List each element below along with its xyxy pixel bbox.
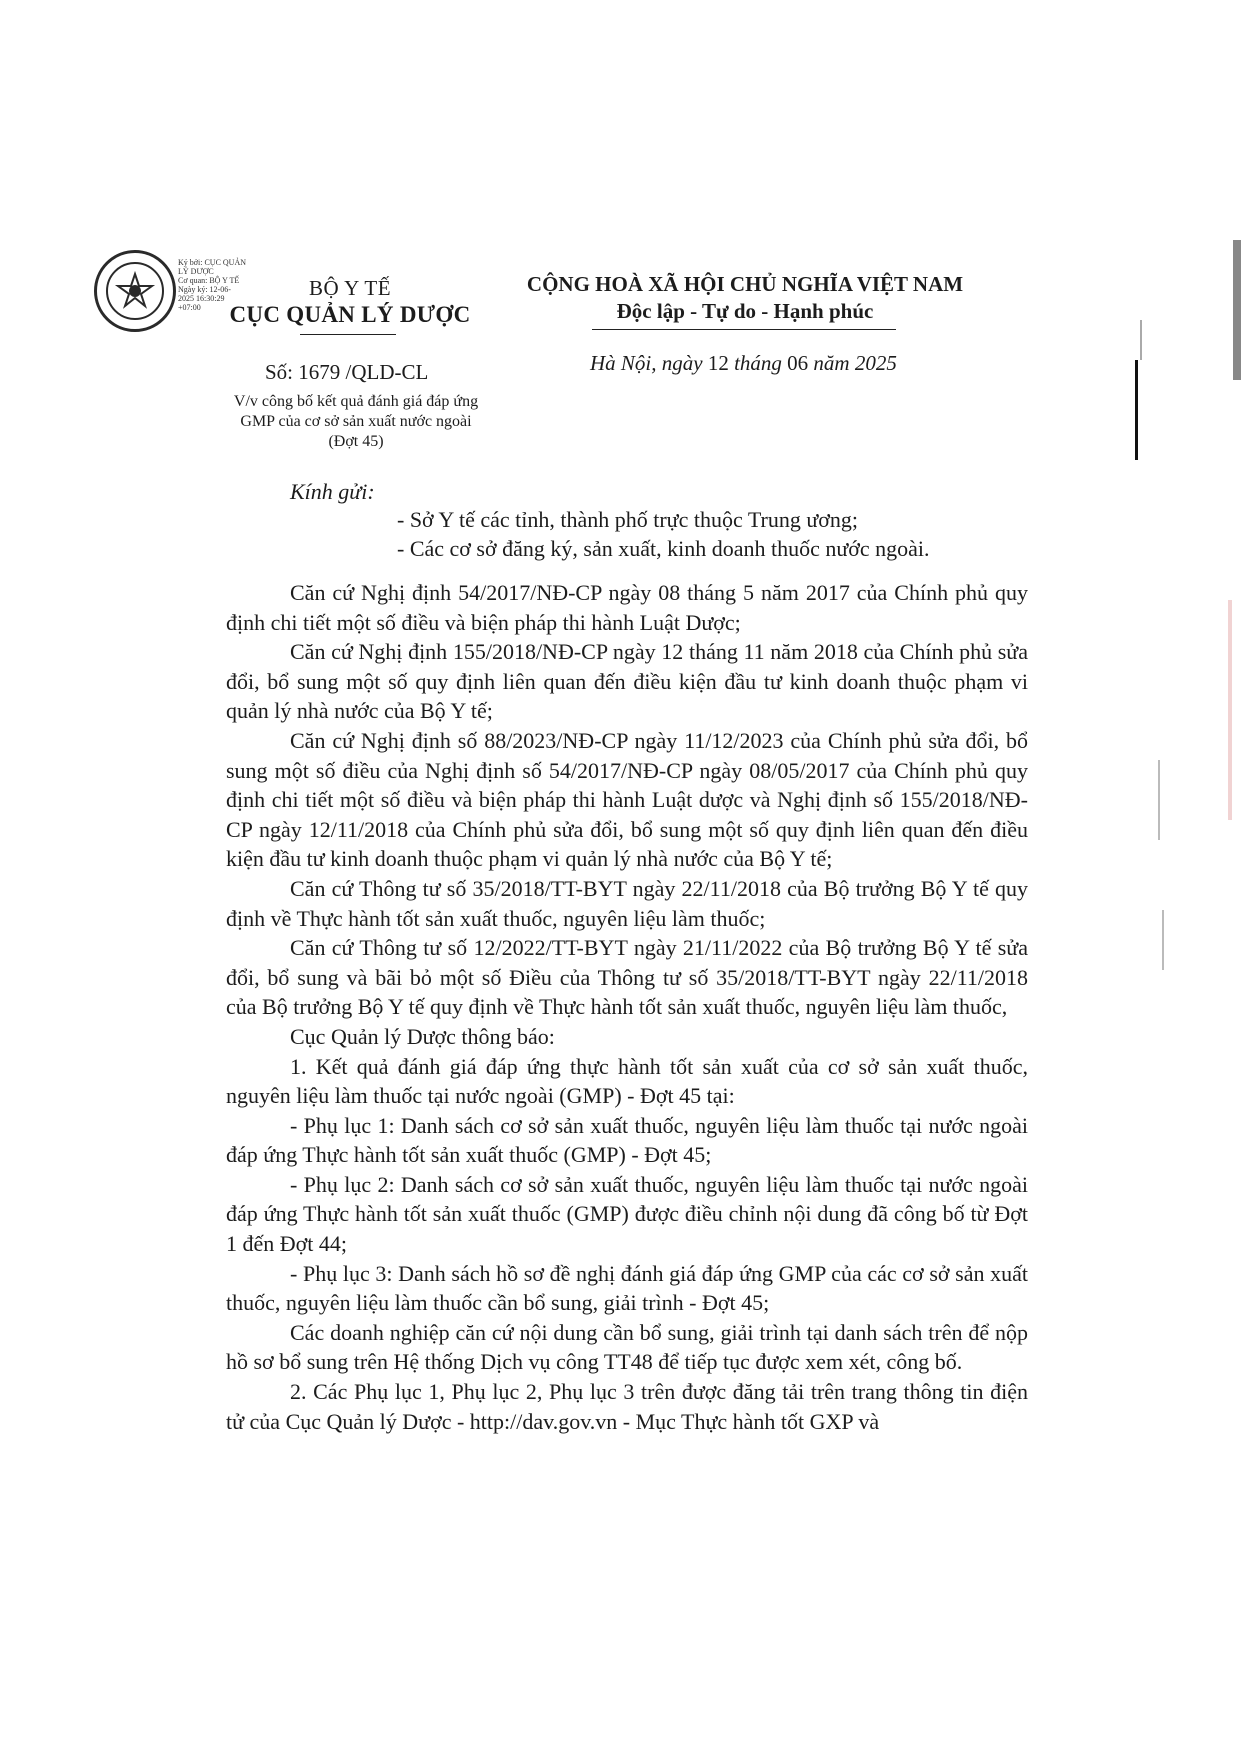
body-paragraph: Căn cứ Nghị định 54/2017/NĐ-CP ngày 08 tháng 5 năm 2017 của Chính phủ quy định chi tiết một số điều và biện pháp thi hành Luật Dược; xyxy=(226,580,1028,635)
ministry-name: BỘ Y TẾ xyxy=(308,276,392,300)
seal-inner-ring xyxy=(106,262,164,320)
body-paragraph: - Phụ lục 3: Danh sách hồ sơ đề nghị đánh giá đáp ứng GMP của các cơ sở sản xuất thuốc, nguyên liệu làm thuốc cần bổ sung, giải trình - Đợt 45; xyxy=(226,1260,1028,1316)
place-date: Hà Nội, ngày 12 tháng 06 năm 2025 xyxy=(590,351,897,375)
scan-artifact-dots xyxy=(1140,320,1142,360)
scan-artifact-dots xyxy=(1162,910,1164,970)
recipient-item: - Các cơ sở đăng ký, sản xuất, kinh doanh thuốc nước ngoài. xyxy=(397,536,930,561)
greeting: Kính gửi: xyxy=(290,479,375,504)
document-number: Số: 1679 /QLD-CL xyxy=(265,360,429,384)
document-body xyxy=(226,578,1028,1436)
agency-underline xyxy=(300,334,396,335)
body-paragraph: - Phụ lục 2: Danh sách cơ sở sản xuất thuốc, nguyên liệu làm thuốc tại nước ngoài đáp ứng Thực hành tốt sản xuất thuốc (GMP) được điều chỉnh nội dung đã công bố từ Đợt 1 đến Đợt 44; xyxy=(226,1171,1028,1257)
scan-artifact-bar xyxy=(1233,240,1241,380)
national-name: CỘNG HOÀ XÃ HỘI CHỦ NGHĨA VIỆT NAM xyxy=(526,272,964,296)
scan-artifact-mark xyxy=(1228,600,1232,820)
scan-artifact-dots xyxy=(1158,760,1160,840)
national-motto: Độc lập - Tự do - Hạnh phúc xyxy=(616,299,874,323)
date-year: 2025 xyxy=(854,351,897,375)
body-paragraph: Căn cứ Thông tư số 35/2018/TT-BYT ngày 22/11/2018 của Bộ trưởng Bộ Y tế quy định về Thực hành tốt sản xuất thuốc, nguyên liệu làm thuốc; xyxy=(226,875,1028,931)
recipient-item: - Sở Y tế các tỉnh, thành phố trực thuộc Trung ương; xyxy=(397,507,858,532)
emblem-star-icon xyxy=(108,264,162,318)
body-paragraph: Cục Quản lý Dược thông báo: xyxy=(290,1023,555,1049)
digital-signature-info: Ký bởi: CỤC QUẢN LÝ DƯỢC Cơ quan: BỘ Y TẾ Ngày ký: 12-06- 2025 16:30:29 +07:00 xyxy=(178,258,247,312)
motto-underline xyxy=(592,329,896,330)
body-paragraph: 2. Các Phụ lục 1, Phụ lục 2, Phụ lục 3 trên được đăng tải trên trang thông tin điện tử của Cục Quản lý Dược - http://dav.gov.vn - Mục Thực hành tốt GXP và xyxy=(226,1379,1028,1434)
document-subject: V/v công bố kết quả đánh giá đáp ứng GMP của cơ sở sản xuất nước ngoài (Đợt 45) xyxy=(233,393,479,450)
date-day: 12 xyxy=(707,351,729,375)
body-paragraph: 1. Kết quả đánh giá đáp ứng thực hành tốt sản xuất của cơ sở sản xuất thuốc, nguyên liệu làm thuốc tại nước ngoài (GMP) - Đợt 45 tại: xyxy=(226,1053,1028,1109)
body-paragraph: Căn cứ Nghị định số 88/2023/NĐ-CP ngày 11/12/2023 của Chính phủ sửa đổi, bổ sung một số điều của Nghị định số 54/2017/NĐ-CP ngày 08/05/2017 của Chính phủ quy định chi tiết một số điều và biện pháp thi hành Luật dược và Nghị định số 155/2018/NĐ-CP ngày 12/11/2018 của Chính phủ sửa đổi, bổ sung một số quy định liên quan đến điều kiện đầu tư kinh doanh thuộc phạm vi quản lý nhà nước của Bộ Y tế; xyxy=(226,727,1028,872)
body-paragraph: - Phụ lục 1: Danh sách cơ sở sản xuất thuốc, nguyên liệu làm thuốc tại nước ngoài đáp ứng Thực hành tốt sản xuất thuốc (GMP) - Đợt 45; xyxy=(226,1112,1028,1168)
emblem-seal-icon xyxy=(94,250,176,332)
body-paragraph: Căn cứ Thông tư số 12/2022/TT-BYT ngày 21/11/2022 của Bộ trưởng Bộ Y tế sửa đổi, bổ sung và bãi bỏ một số Điều của Thông tư số 35/2018/TT-BYT ngày 22/11/2018 của Bộ trưởng Bộ Y tế quy định về Thực hành tốt sản xuất thuốc, nguyên liệu làm thuốc, xyxy=(226,935,1028,1020)
scan-artifact-bar xyxy=(1135,360,1138,460)
agency-name: CỤC QUẢN LÝ DƯỢC xyxy=(229,302,471,327)
body-paragraph: Căn cứ Nghị định 155/2018/NĐ-CP ngày 12 tháng 11 năm 2018 của Chính phủ sửa đổi, bổ sung một số quy định liên quan đến điều kiện đầu tư kinh doanh thuộc phạm vi quản lý nhà nước của Bộ Y tế; xyxy=(226,639,1028,724)
body-paragraph: Các doanh nghiệp căn cứ nội dung cần bổ sung, giải trình tại danh sách trên để nộp hồ sơ bổ sung trên Hệ thống Dịch vụ công TT48 để tiếp tục được xem xét, công bố. xyxy=(226,1319,1028,1375)
date-month: 06 xyxy=(787,351,809,375)
